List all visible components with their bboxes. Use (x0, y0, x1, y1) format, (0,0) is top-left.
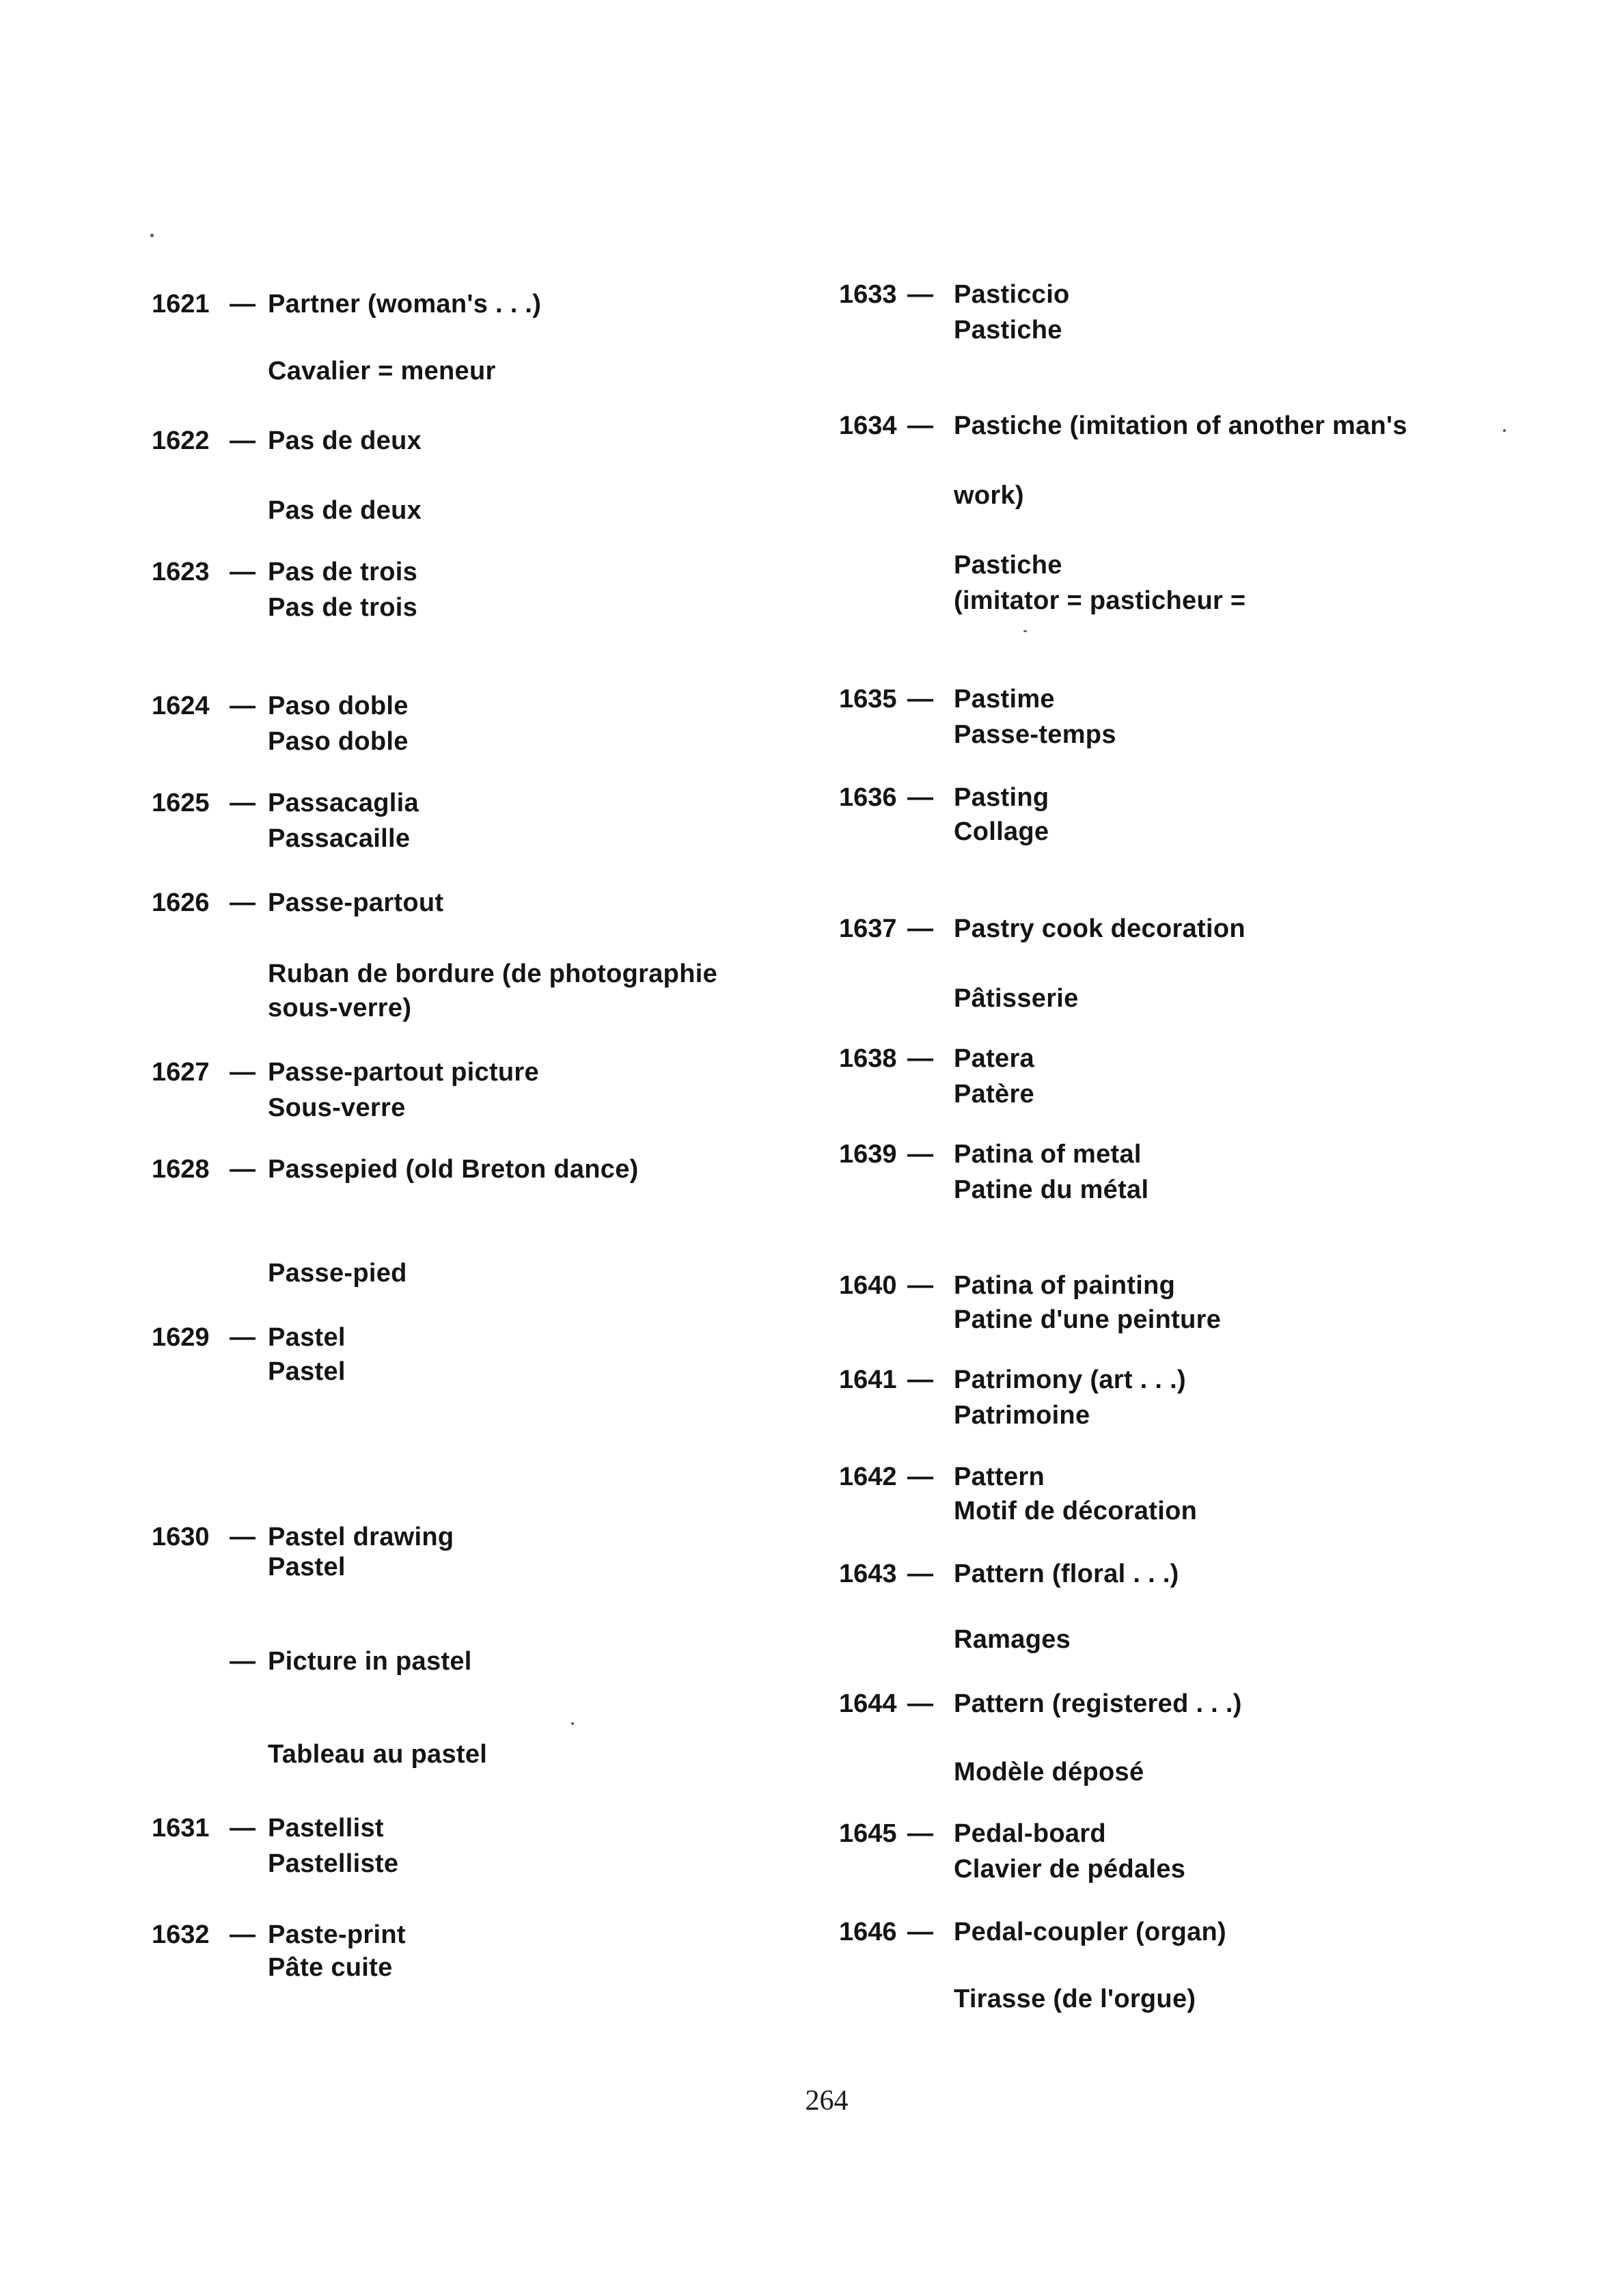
entry-equivalent: Pas de deux (268, 496, 422, 525)
entry-equivalent: Passe-pied (268, 1259, 407, 1288)
scan-speck (571, 1722, 574, 1725)
entry-equivalent: (imitator = pasticheur = (954, 586, 1246, 615)
entry-equivalent: Pastelliste (268, 1849, 399, 1878)
entry-number: 1634 (839, 411, 897, 440)
entry-term: Paso doble (268, 692, 409, 720)
entry-term: Picture in pastel (268, 1647, 472, 1676)
entry-equivalent: Clavier de pédales (954, 1855, 1186, 1884)
entry-equivalent: Motif de décoration (954, 1497, 1198, 1525)
entry-dash: — (907, 783, 933, 812)
entry-term: Pattern (954, 1463, 1045, 1491)
entry-equivalent: Pastel (268, 1553, 346, 1581)
entry-term: Pastime (954, 685, 1055, 713)
entry-equivalent: Tableau au pastel (268, 1740, 488, 1769)
entry-dash: — (907, 685, 933, 713)
entry-dash: — (907, 1819, 933, 1848)
entry-dash: — (230, 426, 256, 455)
entry-term: Patrimony (art . . .) (954, 1365, 1186, 1394)
entry-equivalent: Cavalier = meneur (268, 357, 496, 385)
entry-number: 1622 (152, 426, 210, 455)
entry-number: 1639 (839, 1140, 897, 1169)
entry-term: Passe-partout picture (268, 1058, 539, 1087)
entry-equivalent: Sous-verre (268, 1093, 406, 1122)
entry-dash: — (907, 1689, 933, 1718)
entry-dash: — (230, 789, 256, 817)
entry-term: Pattern (registered . . .) (954, 1689, 1242, 1718)
entry-equivalent: Modèle déposé (954, 1758, 1144, 1786)
entry-equivalent: Pâtisserie (954, 984, 1079, 1013)
entry-equivalent: Collage (954, 817, 1049, 846)
entry-equivalent: Passacaille (268, 824, 411, 853)
entry-term: Patera (954, 1044, 1034, 1073)
entry-equivalent: Patère (954, 1080, 1034, 1109)
entry-dash: — (230, 558, 256, 586)
scan-speck (150, 234, 154, 237)
entry-term: Pastiche (imitation of another man's (954, 411, 1407, 440)
entry-equivalent: work) (954, 481, 1024, 510)
entry-number: 1641 (839, 1365, 897, 1394)
entry-term: Pas de deux (268, 426, 422, 455)
entry-number: 1643 (839, 1560, 897, 1588)
entry-dash: — (230, 888, 256, 917)
scan-speck (1023, 630, 1027, 632)
entry-dash: — (907, 280, 933, 309)
entry-number: 1636 (839, 783, 897, 812)
entry-equivalent: Ramages (954, 1625, 1071, 1654)
entry-equivalent: Pâte cuite (268, 1953, 393, 1982)
entry-dash: — (907, 1918, 933, 1946)
entry-dash: — (907, 1365, 933, 1394)
entry-term: Patina of metal (954, 1140, 1142, 1169)
entry-equivalent: Pastel (268, 1357, 346, 1386)
entry-equivalent: Ruban de bordure (de photographie (268, 960, 717, 988)
entry-number: 1623 (152, 558, 210, 586)
entry-number: 1632 (152, 1920, 210, 1949)
entry-equivalent: Patine du métal (954, 1175, 1149, 1204)
entry-number: 1640 (839, 1271, 897, 1300)
entry-term: Pasticcio (954, 280, 1070, 309)
entry-dash: — (907, 1463, 933, 1491)
entry-dash: — (907, 1560, 933, 1588)
entry-term: Passe-partout (268, 888, 444, 917)
entry-dash: — (907, 1140, 933, 1169)
entry-number: 1629 (152, 1323, 210, 1352)
entry-equivalent: Passe-temps (954, 720, 1116, 749)
entry-number: 1624 (152, 692, 210, 720)
entry-term: Patina of painting (954, 1271, 1176, 1300)
entry-equivalent: Paso doble (268, 727, 409, 756)
entry-equivalent: Patrimoine (954, 1401, 1090, 1430)
entry-number: 1626 (152, 888, 210, 917)
entry-number: 1621 (152, 290, 210, 318)
entry-dash: — (230, 692, 256, 720)
entry-term: Pastellist (268, 1814, 384, 1843)
entry-number: 1625 (152, 789, 210, 817)
entry-equivalent: Pas de trois (268, 593, 418, 622)
entry-number: 1628 (152, 1155, 210, 1184)
entry-term: Pas de trois (268, 558, 418, 586)
entry-number: 1645 (839, 1819, 897, 1848)
entry-equivalent: sous-verre) (268, 994, 412, 1022)
entry-term: Pedal-board (954, 1819, 1106, 1848)
entry-number: 1646 (839, 1918, 897, 1946)
entry-dash: — (230, 1814, 256, 1843)
entry-dash: — (230, 1523, 256, 1551)
entry-dash: — (230, 1155, 256, 1184)
entry-dash: — (230, 1058, 256, 1087)
entry-equivalent: Pastiche (954, 316, 1062, 344)
entry-equivalent: Pastiche (954, 551, 1062, 580)
entry-number: 1642 (839, 1463, 897, 1491)
entry-number: 1630 (152, 1523, 210, 1551)
entry-term: Pattern (floral . . .) (954, 1560, 1179, 1588)
entry-term: Pedal-coupler (organ) (954, 1918, 1227, 1946)
entry-term: Pastry cook decoration (954, 914, 1245, 943)
entry-dash: — (907, 1271, 933, 1300)
entry-term: Passacaglia (268, 789, 419, 817)
entry-term: Partner (woman's . . .) (268, 290, 542, 318)
entry-dash: — (907, 1044, 933, 1073)
entry-dash: — (907, 914, 933, 943)
entry-term: Pasting (954, 783, 1049, 812)
entry-equivalent: Tirasse (de l'orgue) (954, 1985, 1196, 2013)
entry-dash: — (230, 1920, 256, 1949)
entry-term: Paste-print (268, 1920, 406, 1949)
entry-term: Passepied (old Breton dance) (268, 1155, 639, 1184)
page-number: 264 (805, 2085, 849, 2117)
entry-number: 1633 (839, 280, 897, 309)
entry-number: 1638 (839, 1044, 897, 1073)
entry-dash: — (230, 1647, 256, 1676)
entry-equivalent: Patine d'une peinture (954, 1305, 1222, 1334)
entry-dash: — (230, 290, 256, 318)
entry-number: 1631 (152, 1814, 210, 1843)
entry-number: 1635 (839, 685, 897, 713)
entry-dash: — (907, 411, 933, 440)
entry-dash: — (230, 1323, 256, 1352)
entry-term: Pastel (268, 1323, 346, 1352)
entry-number: 1627 (152, 1058, 210, 1087)
scan-speck (1503, 429, 1506, 432)
entry-number: 1637 (839, 914, 897, 943)
entry-number: 1644 (839, 1689, 897, 1718)
entry-term: Pastel drawing (268, 1523, 454, 1551)
